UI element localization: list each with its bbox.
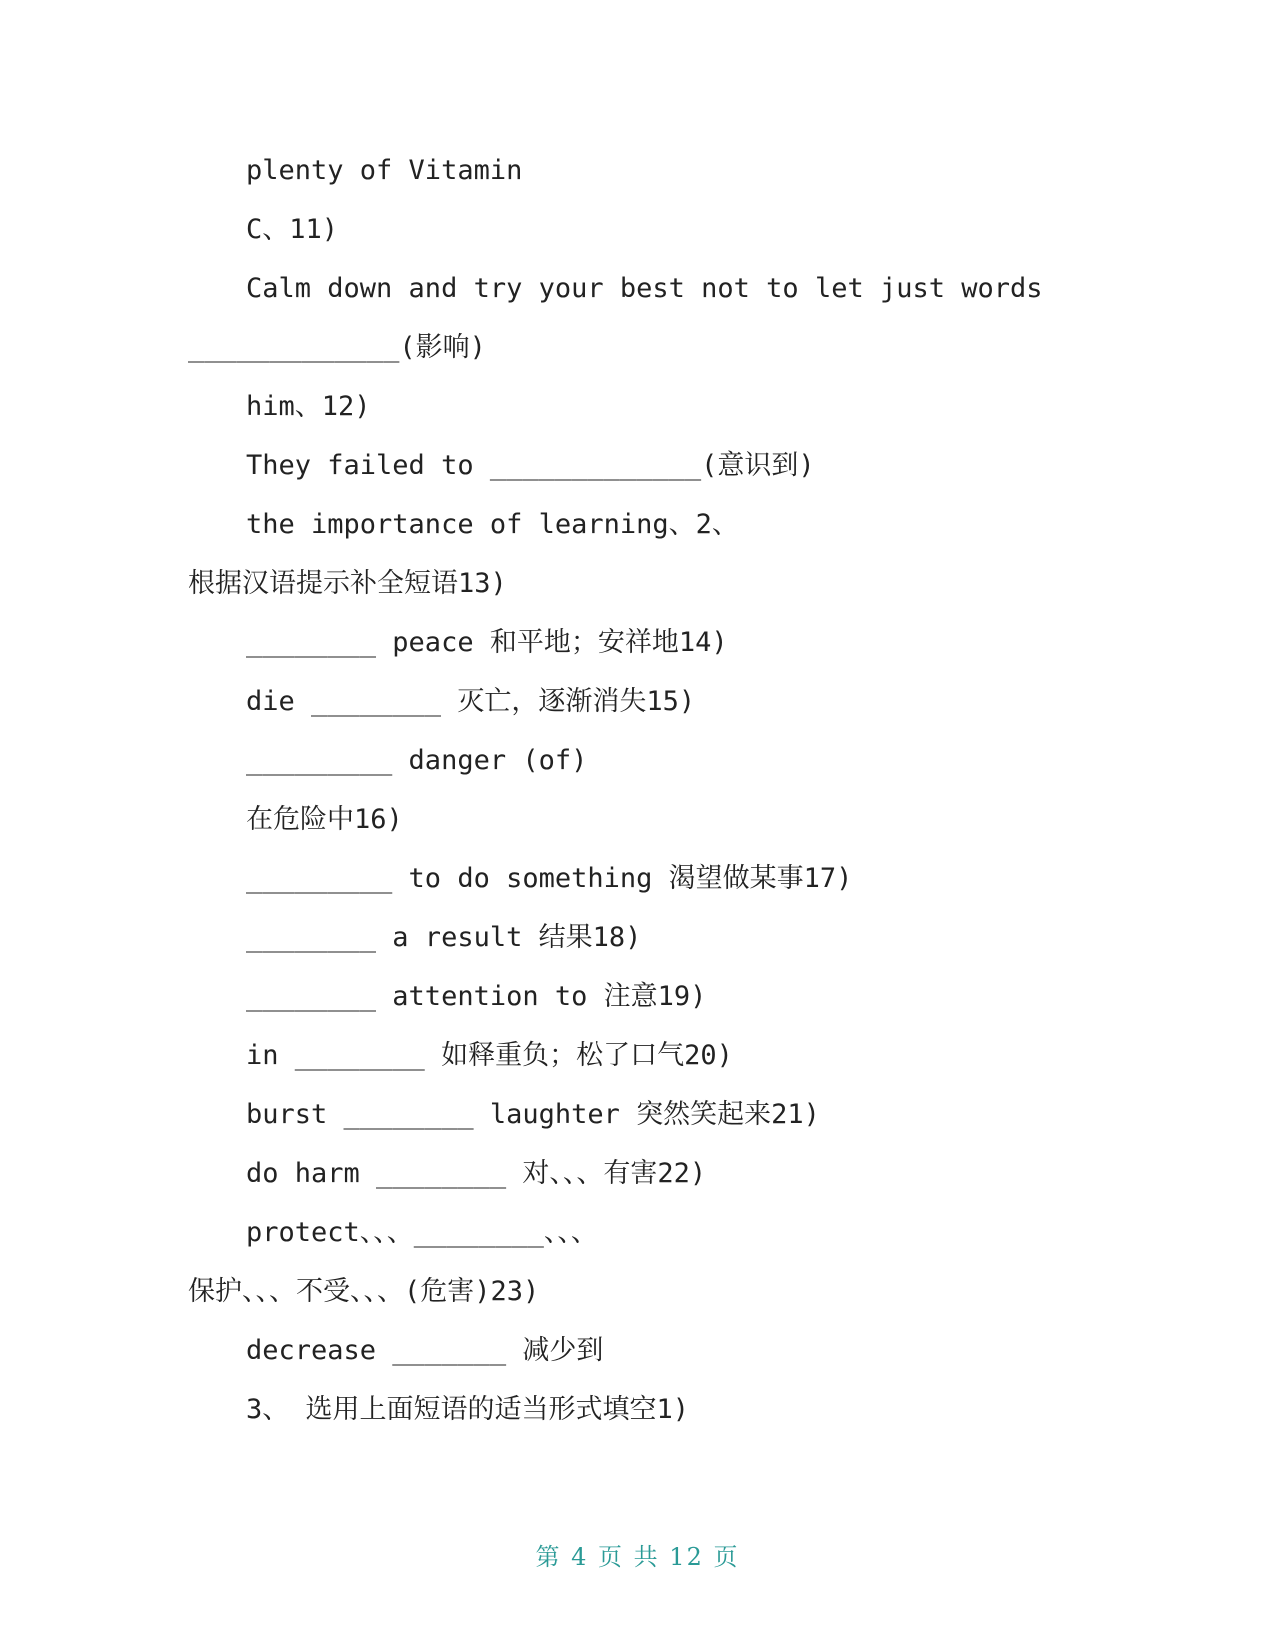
text-line-4: _____________(影响) — [188, 332, 486, 363]
text-line-20: 保护、、、不受、、、(危害)23) — [188, 1276, 540, 1307]
text-line-21: decrease _______ 减少到 — [246, 1335, 604, 1366]
text-line-16: in ________ 如释重负；松了口气20) — [246, 1040, 733, 1071]
text-line-1: plenty of Vitamin — [246, 155, 523, 186]
text-line-18: do harm ________ 对、、、有害22) — [246, 1158, 707, 1189]
text-line-17: burst ________ laughter 突然笑起来21) — [246, 1099, 820, 1130]
text-line-5: him、12) — [246, 391, 371, 422]
page-number-footer: 第 4 页 共 12 页 — [535, 1543, 740, 1571]
text-line-9: ________ peace 和平地；安祥地14) — [246, 627, 728, 658]
text-line-7: the importance of learning、2、 — [246, 509, 739, 540]
text-line-6: They failed to _____________(意识到) — [246, 450, 815, 481]
text-line-12: 在危险中16) — [246, 804, 403, 835]
text-line-13: _________ to do something 渴望做某事17) — [246, 863, 853, 894]
text-line-14: ________ a result 结果18) — [246, 922, 642, 953]
text-line-10: die ________ 灭亡，逐渐消失15) — [246, 686, 696, 717]
text-line-19: protect、、、________、、、 — [246, 1217, 598, 1248]
text-line-2: C、11) — [246, 214, 339, 245]
text-line-8: 根据汉语提示补全短语13) — [188, 568, 507, 599]
text-line-22: 3、 选用上面短语的适当形式填空1) — [246, 1394, 690, 1425]
text-line-15: ________ attention to 注意19) — [246, 981, 707, 1012]
text-line-3: Calm down and try your best not to let just words — [246, 273, 1043, 304]
text-line-11: _________ danger (of) — [246, 745, 588, 776]
